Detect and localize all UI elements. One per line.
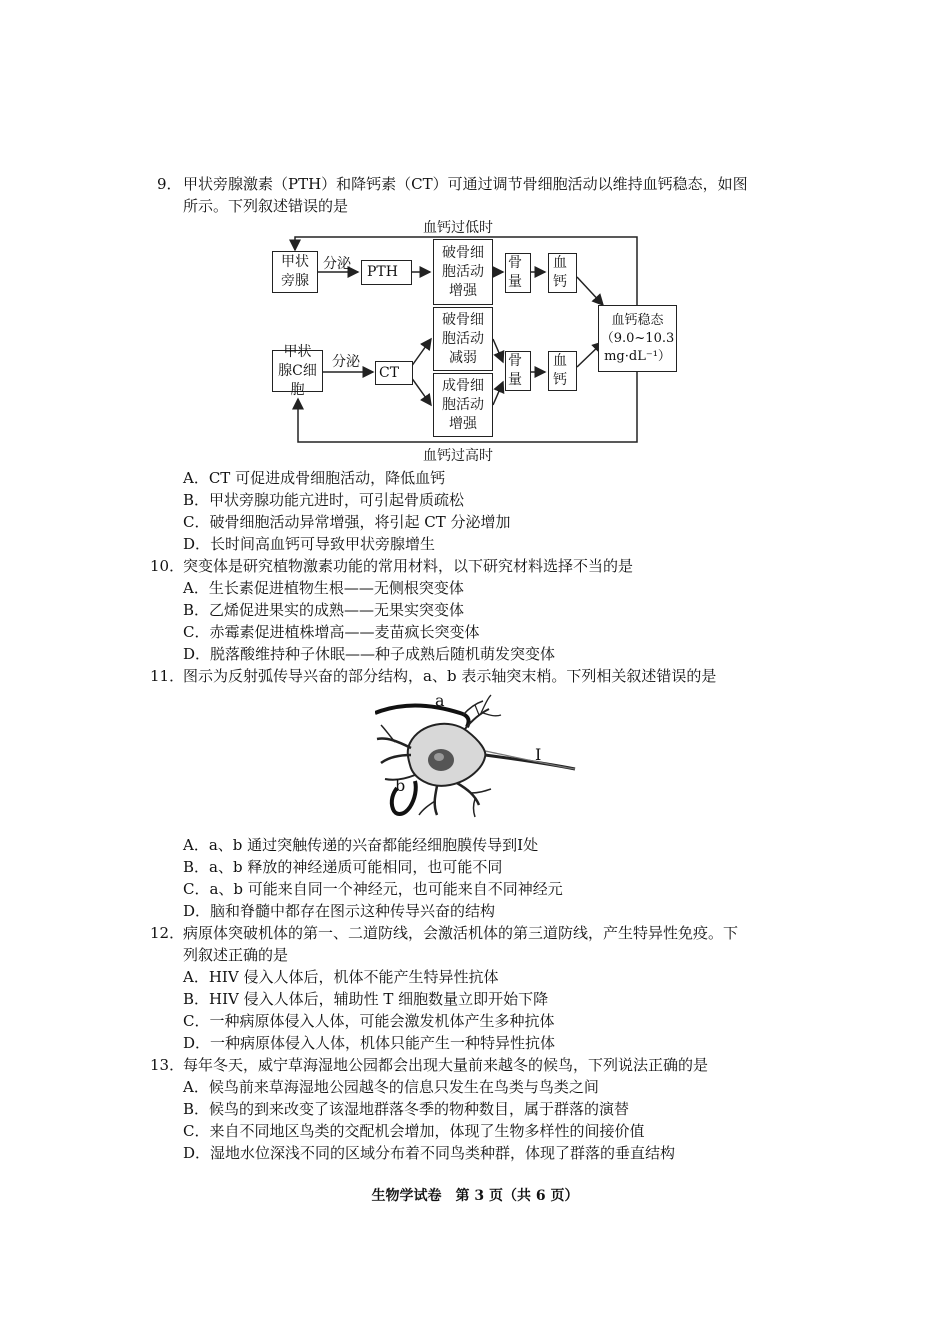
q10-option-b: B．乙烯促进果实的成熟——无果实突变体 <box>183 601 465 619</box>
bone-mass-text-top: 骨量 <box>508 255 522 290</box>
label-a: a <box>435 691 445 710</box>
q13-option-a: A．候鸟前来草海湿地公园越冬的信息只发生在鸟类与鸟类之间 <box>183 1078 599 1096</box>
q11-option-a: A．a、b 通过突触传递的兴奋都能经细胞膜传导到I处 <box>183 836 539 854</box>
q12-stem-line1: 病原体突破机体的第一、二道防线，会激活机体的第三道防线，产生特异性免疫。下 <box>183 924 739 942</box>
secrete-label-top: 分泌 <box>323 256 351 272</box>
q11-number: 11． <box>150 667 185 685</box>
label-i: I <box>535 745 542 764</box>
thyroid-c-text: 甲状腺C细胞 <box>278 343 317 398</box>
q11-option-d: D．脑和脊髓中都存在图示这种传导兴奋的结构 <box>183 902 496 920</box>
label-b: b <box>395 776 406 795</box>
ct-text: CT <box>379 364 400 381</box>
q12-number: 12． <box>150 924 185 942</box>
q9-option-d: D．长时间高血钙可导致甲状旁腺增生 <box>183 535 436 553</box>
osteoclast-up-text: 破骨细胞活动增强 <box>442 244 484 299</box>
q12-stem-line2: 列叙述正确的是 <box>183 946 289 964</box>
q11-option-b: B．a、b 释放的神经递质可能相同，也可能不同 <box>183 858 503 876</box>
q13-option-d: D．湿地水位深浅不同的区域分布着不同鸟类种群，体现了群落的垂直结构 <box>183 1144 676 1162</box>
pth-text: PTH <box>367 264 398 280</box>
q12-option-c: C．一种病原体侵入人体，可能会激发机体产生多种抗体 <box>183 1012 555 1030</box>
q9-option-b: B．甲状旁腺功能亢进时，可引起骨质疏松 <box>183 491 465 509</box>
q13-number: 13． <box>150 1056 185 1074</box>
ct-box <box>375 361 413 385</box>
osteoclast-down-text: 破骨细胞活动减弱 <box>442 311 484 366</box>
parathyroid-box <box>272 251 318 293</box>
homeostasis-unit: mg·dL⁻¹） <box>604 348 671 364</box>
label-low-calcium: 血钙过低时 <box>423 220 493 236</box>
bone-mass-box-bottom <box>505 351 531 391</box>
q13-stem: 每年冬天，威宁草海湿地公园都会出现大量前来越冬的候鸟，下列说法正确的是 <box>183 1056 709 1074</box>
q10-option-c: C．赤霉素促进植株增高——麦苗疯长突变体 <box>183 623 480 641</box>
pth-box <box>361 260 412 285</box>
q12-option-d: D．一种病原体侵入人体，机体只能产生一种特异性抗体 <box>183 1034 556 1052</box>
secrete-label-bottom: 分泌 <box>332 354 360 370</box>
blood-ca-text-top: 血钙 <box>553 255 567 290</box>
q13-option-b: B．候鸟的到来改变了该湿地群落冬季的物种数目，属于群落的演替 <box>183 1100 630 1118</box>
calcium-regulation-diagram <box>265 217 675 464</box>
label-high-calcium: 血钙过高时 <box>423 448 493 464</box>
q10-stem: 突变体是研究植物激素功能的常用材料，以下研究材料选择不当的是 <box>183 557 634 575</box>
q10-number: 10． <box>150 557 185 575</box>
q10-option-d: D．脱落酸维持种子休眠——种子成熟后随机萌发突变体 <box>183 645 556 663</box>
q12-option-b: B．HIV 侵入人体后，辅助性 T 细胞数量立即开始下降 <box>183 990 549 1008</box>
blood-ca-text-bottom: 血钙 <box>553 353 567 388</box>
q13-option-c: C．来自不同地区鸟类的交配机会增加，体现了生物多样性的间接价值 <box>183 1122 645 1140</box>
q9-option-a: A．CT 可促进成骨细胞活动，降低血钙 <box>183 469 446 487</box>
osteoclast-up-box <box>433 239 493 305</box>
osteoblast-up-box <box>433 373 493 437</box>
blood-ca-box-bottom <box>548 351 577 391</box>
q11-stem: 图示为反射弧传导兴奋的部分结构，a、b 表示轴突末梢。下列相关叙述错误的是 <box>183 667 717 685</box>
bone-mass-text-bottom: 骨量 <box>508 353 522 388</box>
q12-option-a: A．HIV 侵入人体后，机体不能产生特异性抗体 <box>183 968 499 986</box>
homeostasis-title: 血钙稳态 <box>611 312 664 328</box>
neuron-drawing <box>375 693 580 823</box>
thyroid-c-box <box>272 343 323 398</box>
parathyroid-text: 甲状旁腺 <box>281 254 309 289</box>
bone-mass-box-top <box>505 253 531 293</box>
page-footer: 生物学试卷 第 3 页（共 6 页） <box>371 1188 579 1204</box>
q9-option-c: C．破骨细胞活动异常增强，将引起 CT 分泌增加 <box>183 513 511 531</box>
blood-ca-box-top <box>548 253 577 293</box>
osteoblast-up-text: 成骨细胞活动增强 <box>442 377 484 432</box>
q9-stem-line2: 所示。下列叙述错误的是 <box>183 197 349 215</box>
q9-stem-line1: 甲状旁腺激素（PTH）和降钙素（CT）可通过调节骨细胞活动以维持血钙稳态，如图 <box>183 175 748 193</box>
neuron-figure <box>375 693 580 823</box>
q10-option-a: A．生长素促进植物生根——无侧根突变体 <box>183 579 464 597</box>
q9-number: 9． <box>157 175 182 193</box>
q11-option-c: C．a、b 可能来自同一个神经元，也可能来自不同神经元 <box>183 880 563 898</box>
osteoclast-down-box <box>433 307 493 371</box>
homeostasis-box <box>598 305 677 372</box>
homeostasis-range: （9.0~10.3 <box>600 330 675 346</box>
